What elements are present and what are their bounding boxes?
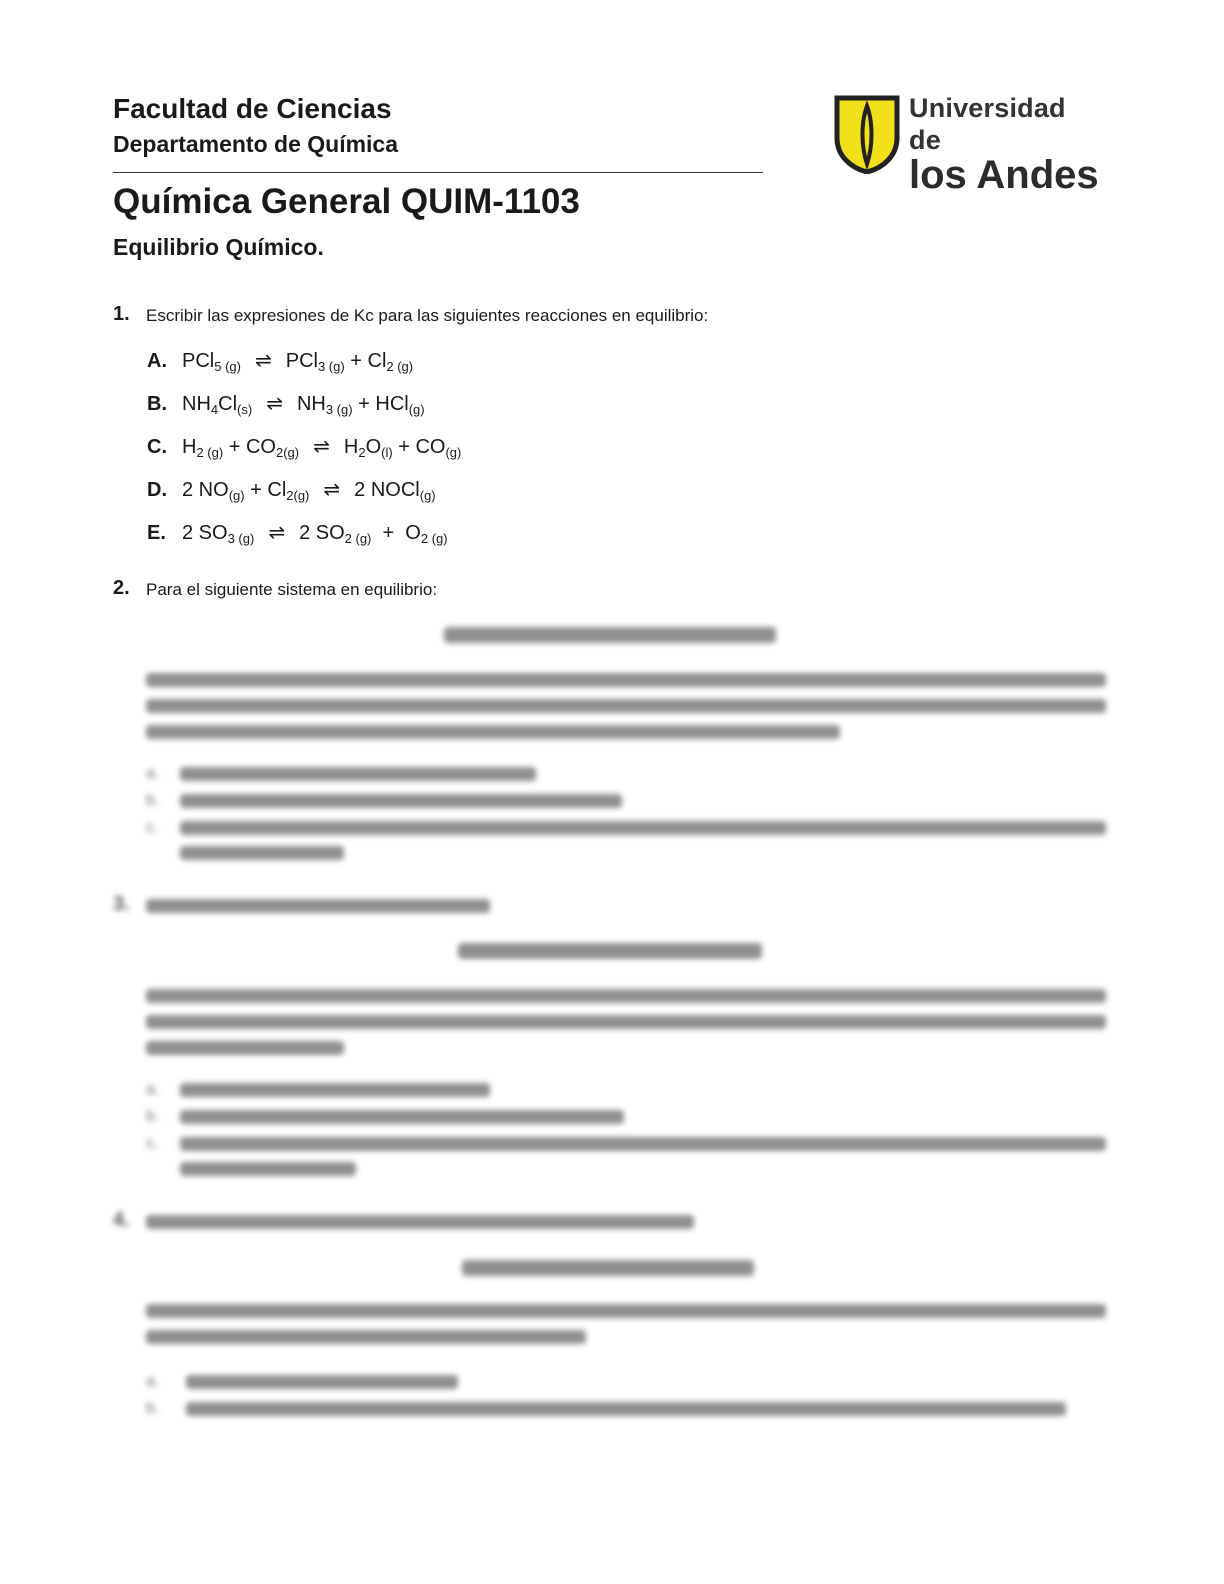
- blurred-line: [146, 699, 1106, 713]
- blurred-line: [180, 846, 344, 860]
- question-3-number: 3.: [113, 893, 130, 915]
- logo-line1: Universidad de: [909, 93, 1066, 155]
- department-name: Departamento de Química: [113, 131, 399, 157]
- blurred-line: [180, 821, 1106, 835]
- blurred-line: [146, 1015, 1106, 1029]
- topic-title: Equilibrio Químico.: [113, 234, 324, 260]
- reaction-letter: C.: [147, 436, 167, 458]
- blurred-line: [180, 767, 536, 781]
- blurred-line: [186, 1375, 458, 1389]
- reaction-letter: E.: [147, 522, 166, 544]
- faculty-name: Facultad de Ciencias: [113, 93, 392, 124]
- reaction-b: B. $NH_4Cl_{(s)}$ ⇌ $NH_{3 (g)} + HCl_{(g)}$: [147, 393, 425, 417]
- reaction-c: C. $H_{2 (g)} + CO_{2(g)}$ ⇌ $H_2O_{(l)} + CO_{(g)}$: [147, 436, 462, 460]
- logo-line2: los Andes: [909, 153, 1099, 197]
- question-1-text: Escribir las expresiones de Kc para las siguientes reacciones en equilibrio:: [146, 306, 709, 325]
- blurred-item-letter: c.: [146, 1135, 159, 1152]
- blurred-line: [146, 1304, 1106, 1318]
- reaction-letter: B.: [147, 393, 167, 415]
- blurred-item-letter: a.: [146, 765, 160, 782]
- blurred-equation: [444, 627, 776, 643]
- header-left: [113, 92, 398, 160]
- blurred-line: [180, 1083, 490, 1097]
- blurred-item-letter: b.: [146, 1400, 160, 1417]
- reaction-letter: D.: [147, 479, 167, 501]
- header-divider: [113, 172, 763, 173]
- blurred-item-letter: a.: [146, 1081, 160, 1098]
- question-4-number: 4.: [113, 1209, 130, 1231]
- logo-text: [909, 92, 1103, 196]
- question-1-number: 1.: [113, 303, 130, 325]
- blurred-item-letter: b.: [146, 792, 160, 809]
- blurred-line: [146, 673, 1106, 687]
- blurred-item-letter: b.: [146, 1108, 160, 1125]
- blurred-question-4-text: [146, 1215, 694, 1229]
- blurred-item-letter: c.: [146, 819, 159, 836]
- reaction-a: A. PCl$_{5 (g)}$ ⇌ $PCl_{3 (g)} + Cl_{2 (g)}$: [147, 350, 414, 374]
- blurred-item-letter: a.: [146, 1373, 160, 1390]
- reaction-letter: A.: [147, 350, 167, 372]
- blurred-line: [180, 1162, 356, 1176]
- blurred-equation: [458, 943, 762, 959]
- blurred-line: [186, 1402, 1066, 1416]
- blurred-question-3-text: [146, 899, 490, 913]
- blurred-equation: [462, 1260, 754, 1276]
- university-logo: [833, 92, 1103, 197]
- reaction-d: D. 2 $NO_{(g)} + Cl_{2(g)}$ ⇌ 2 NOCl$_{(g)}$: [147, 479, 436, 503]
- blurred-line: [180, 794, 622, 808]
- blurred-line: [180, 1137, 1106, 1151]
- question-2-text: Para el siguiente sistema en equilibrio:: [146, 580, 438, 599]
- shield-icon: [833, 94, 901, 174]
- blurred-line: [146, 725, 840, 739]
- blurred-line: [180, 1110, 624, 1124]
- reaction-e: E. 2 $SO_{3 (g)}$ ⇌ 2 $SO_{2 (g)} + O_{2 (g)}$: [147, 522, 448, 546]
- blurred-line: [146, 1041, 344, 1055]
- blurred-line: [146, 989, 1106, 1003]
- question-2-number: 2.: [113, 577, 130, 599]
- blurred-line: [146, 1330, 586, 1344]
- course-title: Química General QUIM-1103: [113, 182, 580, 221]
